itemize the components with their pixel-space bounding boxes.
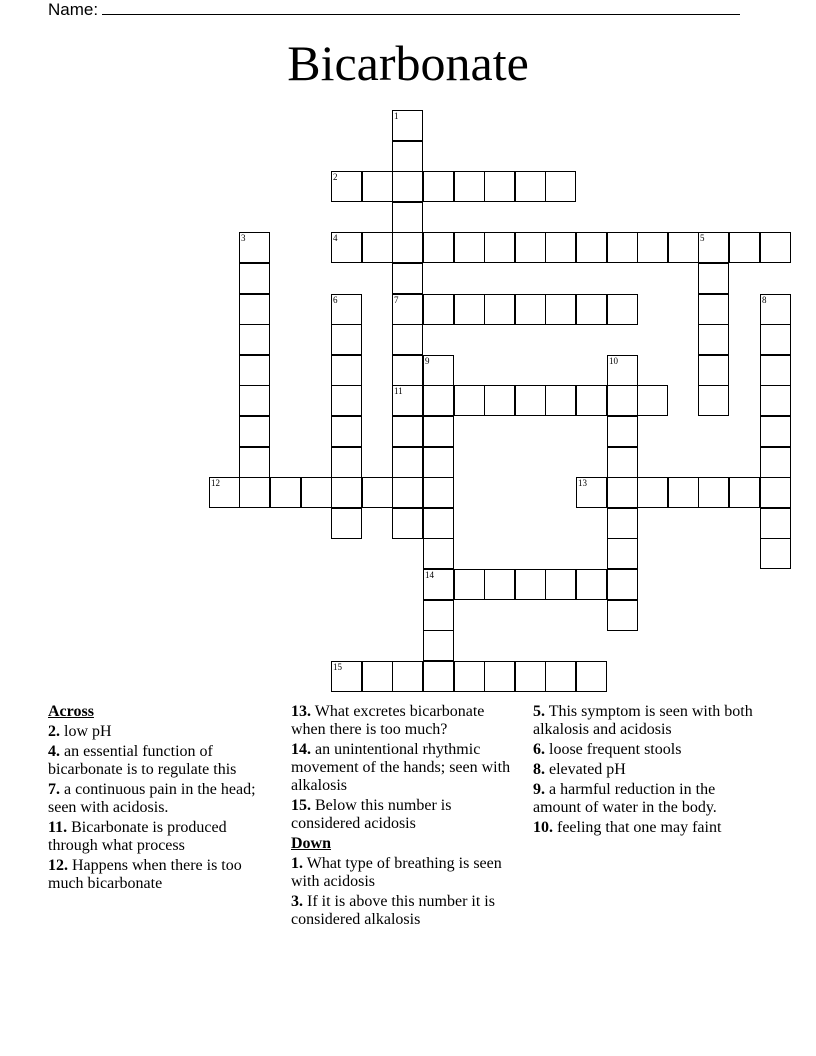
clue-number: 4	[333, 233, 338, 243]
grid-cell[interactable]	[392, 263, 423, 294]
clue-num: 6.	[533, 741, 545, 758]
grid-cell[interactable]	[239, 355, 270, 386]
clue-text: a harmful reduction in the amount of water in the body.	[533, 781, 717, 816]
clue-num: 10.	[533, 819, 553, 836]
grid-cell[interactable]	[423, 416, 454, 447]
grid-cell[interactable]	[545, 385, 576, 416]
grid-cell[interactable]	[515, 171, 546, 202]
grid-cell[interactable]	[607, 232, 638, 263]
clues-column-3	[533, 703, 765, 839]
grid-cell[interactable]	[484, 385, 515, 416]
clue-number: 3	[241, 233, 246, 243]
clue-item	[533, 741, 765, 759]
grid-cell[interactable]	[576, 661, 607, 692]
grid-cell[interactable]	[607, 355, 638, 386]
grid-cell[interactable]	[423, 508, 454, 539]
clue-num: 8.	[533, 761, 545, 778]
grid-cell[interactable]	[607, 600, 638, 631]
grid-cell[interactable]	[576, 294, 607, 325]
grid-cell[interactable]	[607, 569, 638, 600]
clue-item	[291, 703, 523, 739]
clue-text: an essential function of bicarbonate is to regulate this	[48, 743, 237, 778]
clue-item	[48, 857, 280, 893]
clue-item	[291, 797, 523, 833]
grid-cell[interactable]	[392, 171, 423, 202]
grid-cell[interactable]	[607, 294, 638, 325]
grid-cell[interactable]	[392, 141, 423, 172]
grid-cell[interactable]	[454, 569, 485, 600]
clue-number: 15	[333, 662, 342, 672]
clue-item	[533, 703, 765, 739]
grid-cell[interactable]	[331, 324, 362, 355]
clue-item	[291, 893, 523, 929]
grid-cell[interactable]	[545, 661, 576, 692]
grid-cell[interactable]	[454, 661, 485, 692]
grid-cell[interactable]	[423, 294, 454, 325]
across-heading: Across	[48, 703, 94, 720]
grid-cell[interactable]	[423, 385, 454, 416]
grid-cell[interactable]	[362, 171, 393, 202]
grid-cell[interactable]	[392, 294, 423, 325]
clue-text: Bicarbonate is produced through what process	[48, 819, 227, 854]
clue-text: a continuous pain in the head; seen with acidosis.	[48, 781, 256, 816]
clue-num: 4.	[48, 743, 60, 760]
clue-number: 14	[425, 570, 434, 580]
clue-number: 6	[333, 295, 338, 305]
clue-num: 14.	[291, 741, 311, 758]
clue-item	[48, 723, 280, 741]
clue-num: 1.	[291, 855, 303, 872]
grid-cell[interactable]	[576, 232, 607, 263]
grid-cell[interactable]	[484, 569, 515, 600]
grid-cell[interactable]	[331, 508, 362, 539]
puzzle-title: Bicarbonate	[287, 35, 529, 91]
clues-column-2	[291, 703, 523, 931]
clue-item	[533, 819, 765, 837]
grid-cell[interactable]	[239, 477, 270, 508]
grid-cell[interactable]	[392, 447, 423, 478]
grid-cell[interactable]	[698, 294, 729, 325]
grid-cell[interactable]	[423, 232, 454, 263]
grid-cell[interactable]	[423, 355, 454, 386]
grid-cell[interactable]	[760, 477, 791, 508]
grid-cell[interactable]	[515, 661, 546, 692]
clue-number: 10	[609, 356, 618, 366]
grid-cell[interactable]	[423, 538, 454, 569]
grid-cell[interactable]	[668, 232, 699, 263]
grid-cell[interactable]	[392, 202, 423, 233]
grid-cell[interactable]	[698, 232, 729, 263]
grid-cell[interactable]	[545, 171, 576, 202]
grid-cell[interactable]	[607, 416, 638, 447]
grid-cell[interactable]	[760, 355, 791, 386]
grid-cell[interactable]	[515, 232, 546, 263]
grid-cell[interactable]	[698, 477, 729, 508]
grid-cell[interactable]	[484, 294, 515, 325]
grid-cell[interactable]	[454, 171, 485, 202]
clue-number: 9	[425, 356, 430, 366]
grid-cell[interactable]	[637, 232, 668, 263]
clue-text: Happens when there is too much bicarbonate	[48, 857, 242, 892]
grid-cell[interactable]	[331, 232, 362, 263]
grid-cell[interactable]	[239, 447, 270, 478]
clue-item	[48, 781, 280, 817]
clue-text: This symptom is seen with both alkalosis and acidosis	[533, 703, 753, 738]
grid-cell[interactable]	[423, 171, 454, 202]
clue-num: 13.	[291, 703, 311, 720]
clue-item	[48, 743, 280, 779]
grid-cell[interactable]	[392, 416, 423, 447]
grid-cell[interactable]	[545, 232, 576, 263]
clue-text: loose frequent stools	[545, 741, 682, 758]
clue-number: 7	[394, 295, 399, 305]
clue-text: Below this number is considered acidosis	[291, 797, 452, 832]
grid-cell[interactable]	[484, 661, 515, 692]
clues-column-1	[48, 703, 280, 895]
clue-num: 2.	[48, 723, 60, 740]
grid-cell[interactable]	[484, 171, 515, 202]
clue-number: 8	[762, 295, 767, 305]
grid-cell[interactable]	[331, 171, 362, 202]
grid-cell[interactable]	[760, 324, 791, 355]
clue-number: 12	[211, 478, 220, 488]
clue-number: 2	[333, 172, 338, 182]
grid-cell[interactable]	[545, 569, 576, 600]
clue-num: 9.	[533, 781, 545, 798]
clue-text: elevated pH	[545, 761, 626, 778]
grid-cell[interactable]	[362, 661, 393, 692]
grid-cell[interactable]	[423, 569, 454, 600]
grid-cell[interactable]	[392, 324, 423, 355]
grid-cell[interactable]	[239, 324, 270, 355]
grid-cell[interactable]	[576, 385, 607, 416]
grid-cell[interactable]	[331, 294, 362, 325]
grid-cell[interactable]	[607, 447, 638, 478]
grid-cell[interactable]	[392, 661, 423, 692]
grid-cell[interactable]	[454, 294, 485, 325]
clue-item	[533, 761, 765, 779]
clue-item	[291, 855, 523, 891]
grid-cell[interactable]	[698, 324, 729, 355]
name-label: Name:	[48, 0, 99, 19]
grid-cell[interactable]	[760, 508, 791, 539]
grid-cell[interactable]	[423, 600, 454, 631]
grid-cell[interactable]	[392, 477, 423, 508]
grid-cell[interactable]	[270, 477, 301, 508]
grid-cell[interactable]	[239, 263, 270, 294]
clue-num: 7.	[48, 781, 60, 798]
grid-cell[interactable]	[454, 232, 485, 263]
clue-text: If it is above this number it is considered alkalosis	[291, 893, 495, 928]
grid-cell[interactable]	[392, 232, 423, 263]
grid-cell[interactable]	[607, 477, 638, 508]
clue-number: 11	[394, 386, 403, 396]
grid-cell[interactable]	[239, 232, 270, 263]
grid-cell[interactable]	[362, 232, 393, 263]
grid-cell[interactable]	[392, 355, 423, 386]
grid-cell[interactable]	[331, 416, 362, 447]
clue-num: 3.	[291, 893, 303, 910]
clue-text: What type of breathing is seen with acidosis	[291, 855, 502, 890]
grid-cell[interactable]	[423, 661, 454, 692]
down-heading: Down	[291, 835, 332, 852]
clue-number: 1	[394, 111, 399, 121]
clue-item	[291, 741, 523, 795]
grid-cell[interactable]	[423, 477, 454, 508]
grid-cell[interactable]	[698, 385, 729, 416]
grid-cell[interactable]	[607, 508, 638, 539]
grid-cell[interactable]	[454, 385, 485, 416]
grid-cell[interactable]	[607, 538, 638, 569]
grid-cell[interactable]	[698, 355, 729, 386]
grid-cell[interactable]	[760, 416, 791, 447]
grid-cell[interactable]	[331, 385, 362, 416]
grid-cell[interactable]	[637, 477, 668, 508]
grid-cell[interactable]	[392, 385, 423, 416]
grid-cell[interactable]	[668, 477, 699, 508]
grid-cell[interactable]	[576, 569, 607, 600]
grid-cell[interactable]	[760, 294, 791, 325]
grid-cell[interactable]	[729, 232, 760, 263]
clue-number: 5	[700, 233, 705, 243]
clue-text: feeling that one may faint	[553, 819, 722, 836]
clue-text: What excretes bicarbonate when there is too much?	[291, 703, 485, 738]
grid-cell[interactable]	[423, 630, 454, 661]
grid-cell[interactable]	[331, 661, 362, 692]
grid-cell[interactable]	[331, 447, 362, 478]
clue-num: 11.	[48, 819, 68, 836]
grid-cell[interactable]	[484, 232, 515, 263]
grid-cell[interactable]	[576, 477, 607, 508]
grid-cell[interactable]	[637, 385, 668, 416]
grid-cell[interactable]	[760, 385, 791, 416]
grid-cell[interactable]	[239, 385, 270, 416]
grid-cell[interactable]	[423, 447, 454, 478]
clue-num: 15.	[291, 797, 311, 814]
clue-text: low pH	[60, 723, 112, 740]
grid-cell[interactable]	[239, 294, 270, 325]
grid-cell[interactable]	[331, 477, 362, 508]
grid-cell[interactable]	[515, 294, 546, 325]
grid-cell[interactable]	[545, 294, 576, 325]
grid-cell[interactable]	[239, 416, 270, 447]
grid-cell[interactable]	[331, 355, 362, 386]
grid-cell[interactable]	[515, 385, 546, 416]
grid-cell[interactable]	[209, 477, 240, 508]
grid-cell[interactable]	[760, 447, 791, 478]
clue-number: 13	[578, 478, 587, 488]
grid-cell[interactable]	[392, 508, 423, 539]
grid-cell[interactable]	[698, 263, 729, 294]
clue-item	[48, 819, 280, 855]
grid-cell[interactable]	[760, 232, 791, 263]
grid-cell[interactable]	[607, 385, 638, 416]
grid-cell[interactable]	[760, 538, 791, 569]
grid-cell[interactable]	[729, 477, 760, 508]
grid-cell[interactable]	[515, 569, 546, 600]
grid-cell[interactable]	[362, 477, 393, 508]
clue-num: 5.	[533, 703, 545, 720]
clue-item	[533, 781, 765, 817]
clue-text: an unintentional rhythmic movement of the hands; seen with alkalosis	[291, 741, 511, 794]
clue-num: 12.	[48, 857, 68, 874]
grid-cell[interactable]	[392, 110, 423, 141]
grid-cell[interactable]	[301, 477, 332, 508]
